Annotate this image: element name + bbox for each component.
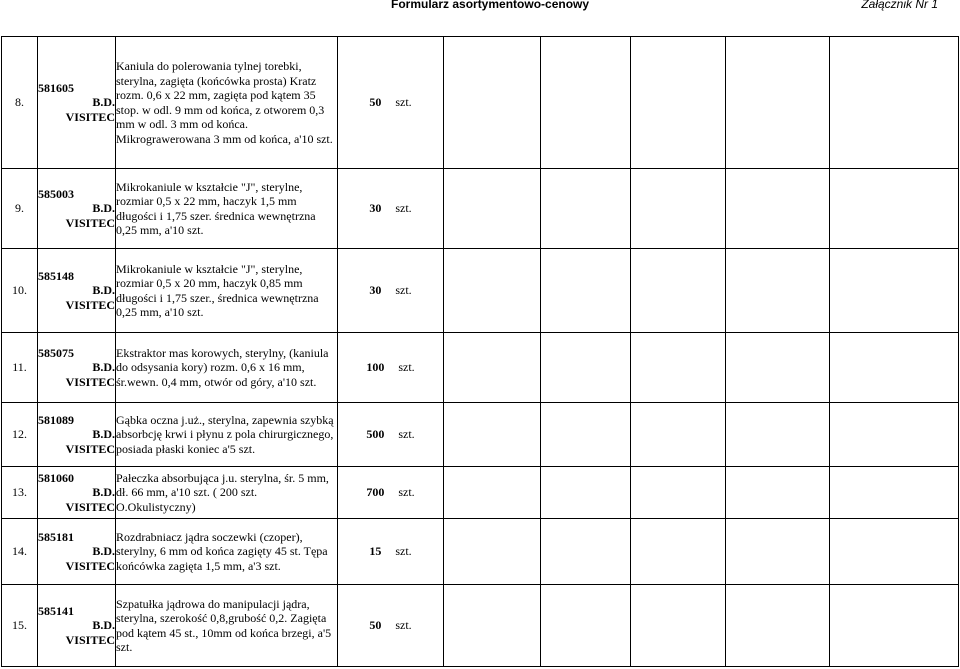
empty-price-cell [726,333,830,403]
quantity-cell [338,467,444,519]
product-code-cell [38,403,116,467]
manufacturer-abbrev: B.D. [92,618,115,633]
quantity-unit: szt. [398,427,415,442]
table-row [2,249,959,333]
table-row [2,467,959,519]
product-description: Ekstraktor mas korowych, sterylny, (kaniula do odsysania kory) rozm. 0,6 x 16 mm, śr.wewn. 0,4 mm, otwór od góry, a'10 szt. [116,333,338,403]
manufacturer-abbrev: B.D. [92,283,115,298]
product-code-cell [38,519,116,585]
manufacturer-abbrev: B.D. [92,95,115,110]
quantity-cell [338,519,444,585]
empty-price-cell [631,467,726,519]
empty-price-cell [726,467,830,519]
row-number: 9. [2,169,38,249]
empty-price-cell [444,403,541,467]
quantity-unit: szt. [398,360,415,375]
empty-price-cell [541,403,631,467]
empty-price-cell [830,585,959,667]
quantity-cell [338,169,444,249]
product-description: Gąbka oczna j.uż., sterylna, zapewnia szybką absorbcję krwi i płynu z pola chirurgicznego, posiada płaski koniec a'5 szt. [116,403,338,467]
empty-price-cell [541,37,631,169]
quantity-unit: szt. [395,283,412,298]
manufacturer-abbrev: B.D. [92,485,115,500]
quantity-unit: szt. [395,618,412,633]
empty-price-cell [541,249,631,333]
empty-price-cell [541,333,631,403]
row-number: 10. [2,249,38,333]
annex-label: Załącznik Nr 1 [861,0,938,11]
empty-price-cell [830,37,959,169]
quantity-cell [338,249,444,333]
row-number: 8. [2,37,38,169]
assortment-table [1,36,959,667]
empty-price-cell [830,169,959,249]
product-code: 581089 [38,412,74,427]
quantity-value: 500 [366,427,385,442]
quantity-value: 50 [369,618,382,633]
manufacturer-abbrev: B.D. [92,201,115,216]
empty-price-cell [631,333,726,403]
quantity-cell [338,403,444,467]
product-description: Mikrokaniule w kształcie "J", sterylne, rozmiar 0,5 x 22 mm, haczyk 1,5 mm długości i 1,75 szer. średnica wewnętrzna 0,25 mm, a'10 szt. [116,169,338,249]
manufacturer-name: VISITEC [65,558,115,573]
product-code: 585075 [38,345,74,360]
product-code-cell [38,333,116,403]
empty-price-cell [444,37,541,169]
quantity-value: 30 [369,283,382,298]
empty-price-cell [541,519,631,585]
empty-price-cell [444,585,541,667]
empty-price-cell [726,169,830,249]
manufacturer-name: VISITEC [65,441,115,456]
quantity-unit: szt. [395,544,412,559]
product-code: 585003 [38,186,74,201]
empty-price-cell [726,403,830,467]
quantity-value: 30 [369,201,382,216]
product-description: Szpatułka jądrowa do manipulacji jądra, sterylna, szerokość 0,8,grubość 0,2. Zagięta pod kątem 45 st., 10mm od końca brzegi, a'5 szt. [116,585,338,667]
quantity-cell [338,585,444,667]
row-number: 13. [2,467,38,519]
product-description: Kaniula do polerowania tylnej torebki, sterylna, zagięta (końcówka prosta) Kratz rozm. 0,6 x 22 mm, zagięta pod kątem 35 stop. w odl. 9 mm od końca, z otworem 0,3 mm w odl. 3 mm od końca. Mikrograwerowana 3 mm od końca, a'10 szt. [116,37,338,169]
product-description: Rozdrabniacz jądra soczewki (czoper), sterylny, 6 mm od końca zagięty 45 st. Tępa końcówka zagięta 1,5 mm, a'3 szt. [116,519,338,585]
product-code: 585141 [38,603,74,618]
table-row [2,585,959,667]
empty-price-cell [726,519,830,585]
manufacturer-name: VISITEC [65,297,115,312]
empty-price-cell [631,37,726,169]
row-number: 11. [2,333,38,403]
empty-price-cell [631,585,726,667]
manufacturer-name: VISITEC [65,215,115,230]
quantity-unit: szt. [395,201,412,216]
product-code: 585148 [38,268,74,283]
product-code: 581060 [38,470,74,485]
manufacturer-abbrev: B.D. [92,544,115,559]
empty-price-cell [541,467,631,519]
table-row [2,37,959,169]
manufacturer-name: VISITEC [65,632,115,647]
product-code: 585181 [38,529,74,544]
quantity-unit: szt. [395,95,412,110]
empty-price-cell [830,467,959,519]
manufacturer-name: VISITEC [65,109,115,124]
table-row [2,169,959,249]
product-code-cell [38,585,116,667]
row-number: 14. [2,519,38,585]
manufacturer-abbrev: B.D. [92,427,115,442]
manufacturer-name: VISITEC [65,499,115,514]
empty-price-cell [444,249,541,333]
product-description: Mikrokaniule w kształcie "J", sterylne, rozmiar 0,5 x 20 mm, haczyk 0,85 mm długości i 1,75 szer., średnica wewnętrzna 0,25 mm, a'10 szt. [116,249,338,333]
empty-price-cell [631,403,726,467]
product-description: Pałeczka absorbująca j.u. sterylna, śr. 5 mm, dł. 66 mm, a'10 szt. ( 200 szt. O.Okulistyczny) [116,467,338,519]
manufacturer-name: VISITEC [65,374,115,389]
manufacturer-abbrev: B.D. [92,360,115,375]
table-row [2,333,959,403]
product-code-cell [38,37,116,169]
empty-price-cell [444,519,541,585]
product-code-cell [38,467,116,519]
empty-price-cell [631,169,726,249]
form-title: Formularz asortymentowo-cenowy [391,0,590,11]
table-row [2,403,959,467]
page-header [0,0,960,14]
empty-price-cell [444,333,541,403]
quantity-cell [338,37,444,169]
row-number: 12. [2,403,38,467]
quantity-cell [338,333,444,403]
product-code: 581605 [38,80,74,95]
quantity-value: 700 [366,485,385,500]
empty-price-cell [541,169,631,249]
empty-price-cell [726,37,830,169]
empty-price-cell [726,585,830,667]
quantity-value: 100 [366,360,385,375]
empty-price-cell [444,467,541,519]
empty-price-cell [631,249,726,333]
product-code-cell [38,249,116,333]
empty-price-cell [830,333,959,403]
table-row [2,519,959,585]
quantity-unit: szt. [398,485,415,500]
empty-price-cell [631,519,726,585]
quantity-value: 50 [369,95,382,110]
empty-price-cell [830,249,959,333]
empty-price-cell [830,403,959,467]
empty-price-cell [541,585,631,667]
product-code-cell [38,169,116,249]
empty-price-cell [726,249,830,333]
quantity-value: 15 [369,544,382,559]
empty-price-cell [444,169,541,249]
empty-price-cell [830,519,959,585]
row-number: 15. [2,585,38,667]
